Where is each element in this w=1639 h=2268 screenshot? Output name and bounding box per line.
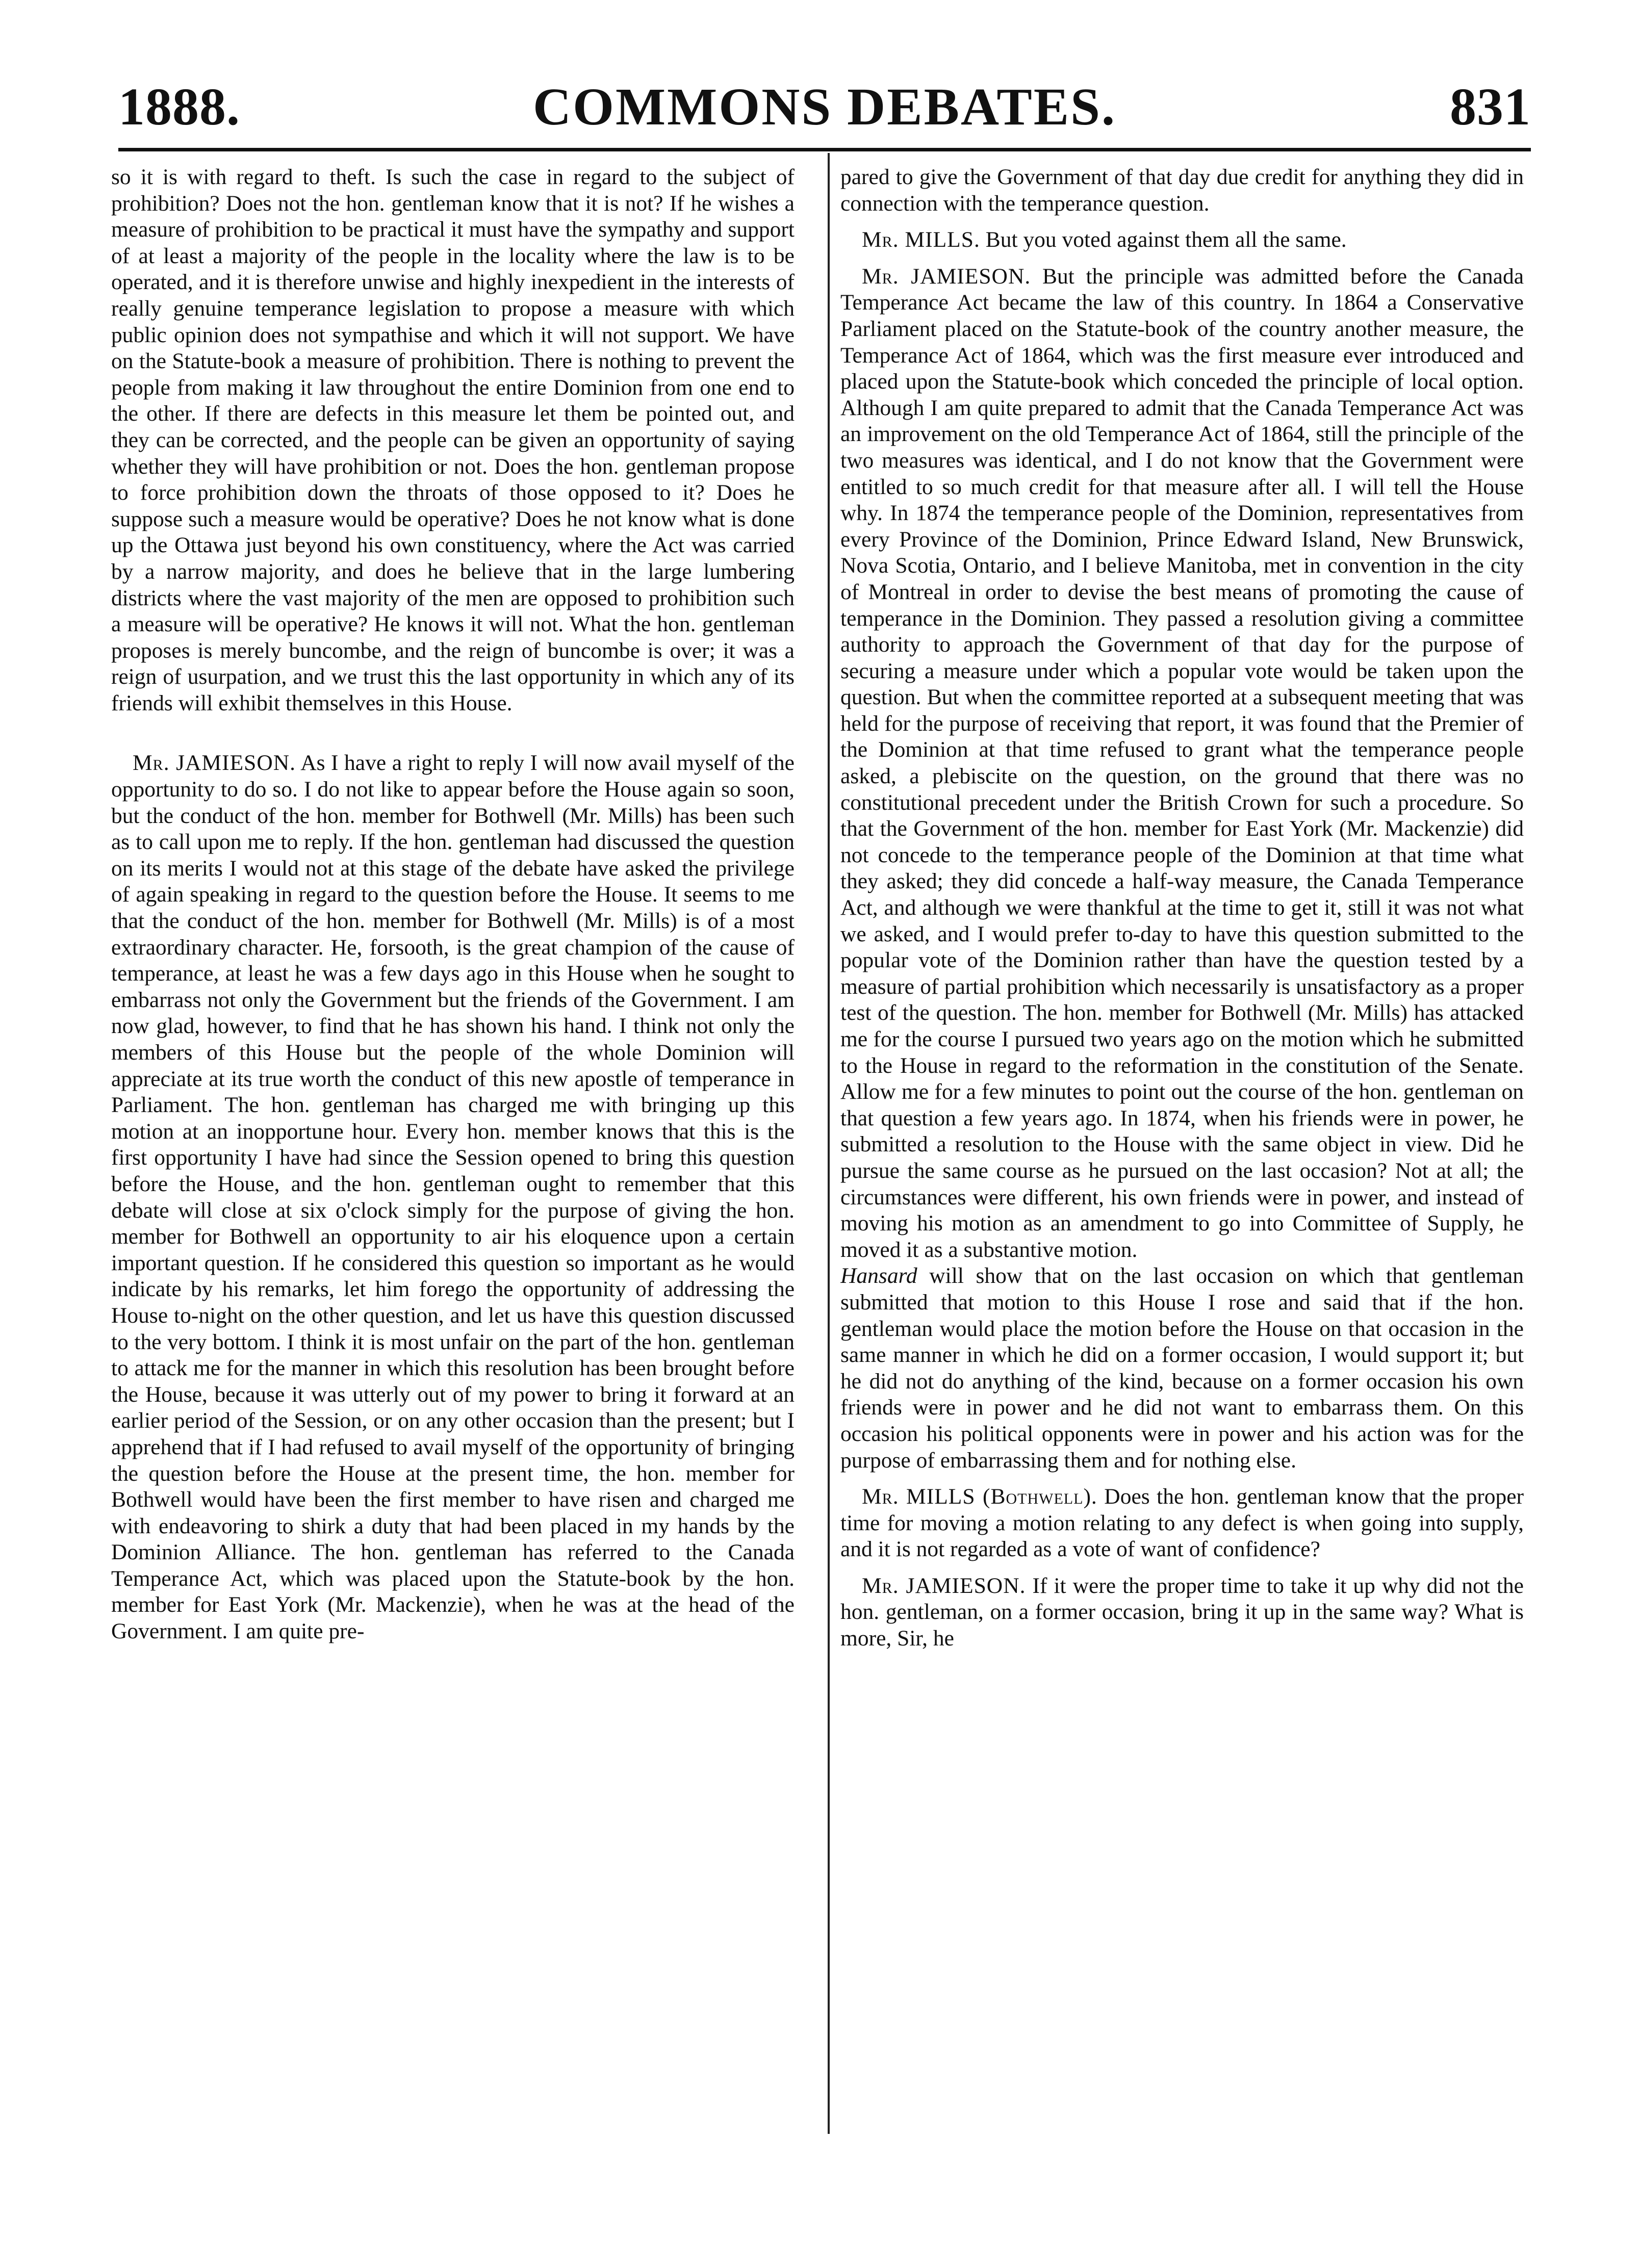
header-rule bbox=[118, 148, 1531, 151]
header-page-number: 831 bbox=[1450, 78, 1531, 136]
speech-paragraph bbox=[840, 1484, 1524, 1563]
speech-text: But you voted against them all the same. bbox=[985, 227, 1347, 252]
speaker-name: Mr. JAMIESON. bbox=[862, 1573, 1026, 1598]
hansard-reference: Hansard bbox=[840, 1264, 917, 1288]
speech-paragraph bbox=[840, 264, 1524, 1264]
speech-paragraph bbox=[111, 750, 795, 1644]
header-title: COMMONS DEBATES. bbox=[533, 78, 1116, 136]
speaker-name: Mr. JAMIESON. bbox=[133, 751, 296, 776]
paragraph bbox=[840, 1263, 1524, 1474]
right-column bbox=[840, 164, 1524, 2143]
column-divider bbox=[828, 153, 830, 2134]
left-column bbox=[111, 164, 795, 2143]
paragraph bbox=[111, 164, 795, 716]
speech-paragraph bbox=[840, 1573, 1524, 1652]
paragraph-text: pared to give the Government of that day due credit for anything they did in connection with the temperance question. bbox=[840, 165, 1524, 216]
speaker-name: Mr. JAMIESON. bbox=[862, 264, 1031, 289]
paragraph-text: so it is with regard to theft. Is such the case in regard to the subject of prohibition? Does not the hon. gentleman know that it is not? If he wishes a measure of prohibition to be practical it must have the sympathy and support of at least a majority of the people in the locality where the law is to be operated, and it is therefore unwise and highly inexpedient in the interests of really genuine temperance legislation to propose a measure with which public opinion does not sympathise and which it will not support. We have on the Statute-book a measure of prohibition. There is nothing to prevent the people from making it law throughout the entire Dominion from one end to the other. If there are defects in this measure let them be pointed out, and they can be corrected, and the people can be given an opportunity of saying whether they will have prohibition or not. Does the hon. gentleman propose to force prohibition down the throats of those opposed to it? Does he suppose such a measure would be operative? Does he not know what is done up the Ottawa just beyond his own constituency, where the Act was carried by a narrow majority, and does he believe that in the large lumbering districts where the vast majority of the men are opposed to prohibition such a measure will be operative? He knows it will not. What the hon. gentleman proposes is merely buncombe, and the reign of buncombe is over; it was a reign of usurpation, and we trust this the last opportunity in which any of its friends will exhibit themselves in this House. bbox=[111, 165, 795, 715]
speech-paragraph bbox=[840, 227, 1524, 253]
page-header bbox=[118, 76, 1531, 138]
speech-text: As I have a right to reply I will now avail myself of the opportunity to do so. I do not like to appear before the House again so soon, but the conduct of the hon. member for Bothwell (Mr. Mills) has been such as to call upon me to reply. If the hon. gentleman had discussed the question on its merits I would not at this stage of the debate have asked the privilege of again speaking in regard to the question before the House. It seems to me that the conduct of the hon. member for Bothwell (Mr. Mills) is of a most extraordinary character. He, forsooth, is the great champion of the cause of temperance, at least he was a few days ago in this House when he sought to embarrass not only the Government but the friends of the Government. I am now glad, however, to find that he has shown his hand. I think not only the members of this House but the people of the whole Dominion will appreciate at its true worth the conduct of this new apostle of temperance in Parliament. The hon. gentleman has charged me with bringing up this motion at an inopportune hour. Every hon. member knows that this is the first opportunity I have had since the Session opened to bring this question before the House, and the hon. gentleman ought to remember that this debate will close at six o'clock simply for the purpose of giving the hon. member for Bothwell an opportunity to air his eloquence upon a certain important question. If he considered this question so important as he would indicate by his remarks, let him forego the opportunity of addressing the House to-night on the other question, and let us have this question discussed to the very bottom. I think it is most unfair on the part of the hon. gentleman to attack me for the manner in which this resolution has been brought before the House, because it was utterly out of my power to bring it forward at an earlier period of the Session, or on any other occasion than the present; but I apprehend that if I had refused to avail myself of the opportunity of bringing the question before the House at the present time, the hon. member for Bothwell would have been the first member to have risen and charged me with endeavoring to shirk a duty that had been placed in my hands by the Dominion Alliance. The hon. gentleman has referred to the Canada Temperance Act, which was placed upon the Statute-book by the hon. member for East York (Mr. Mackenzie), when he was at the head of the Government. I am quite pre- bbox=[111, 751, 795, 1644]
speech-text: If it were the proper time to take it up why did not the hon. gentleman, on a former occasion, bring it up in the same way? What is more, Sir, he bbox=[840, 1573, 1524, 1651]
paragraph bbox=[840, 164, 1524, 217]
speech-text: Does the hon. gentleman know that the proper time for moving a motion relating to any defect is when going into supply, and it is not regarded as a vote of want of confidence? bbox=[840, 1484, 1524, 1562]
speaker-name: Mr. MILLS. bbox=[862, 227, 980, 252]
paragraph-text: will show that on the last occasion on which that gentleman submitted that motion to this House I rose and said that if the hon. gentleman would place the motion before the House on that occasion in the same manner in which he did on a former occasion, I would support it; but he did not do anything of the kind, because on a former occasion his own friends were in power and he did not want to embarrass them. On this occasion his political opponents were in power and his action was for the purpose of embarrassing them and for nothing else. bbox=[840, 1264, 1524, 1473]
speech-text: But the principle was admitted before the Canada Temperance Act became the law of this country. In 1864 a Conservative Parliament placed on the Statute-book of the country another measure, the Temperance Act of 1864, which was the first measure ever introduced and placed upon the Statute-book which conceded the principle of local option. Although I am quite prepared to admit that the Canada Temperance Act was an improvement on the old Temperance Act of 1864, still the principle of the two measures was identical, and I do not know that the Government were entitled to so much credit for that measure after all. I will tell the House why. In 1874 the temperance people of the Dominion, representatives from every Province of the Dominion, Prince Edward Island, New Brunswick, Nova Scotia, Ontario, and I believe Manitoba, met in convention in the city of Montreal in order to devise the best means of promoting the cause of temperance in the Dominion. They passed a resolution giving a committee authority to approach the Government of that day for the purpose of securing a measure under which a popular vote would be taken upon the question. But when the committee reported at a subsequent meeting that was held for the purpose of receiving that report, it was found that the Premier of the Dominion at that time refused to grant what the temperance people asked, a plebiscite on the question, on the ground that there was no constitutional precedent under the British Crown for such a procedure. So that the Government of the hon. member for East York (Mr. Mackenzie) did not concede to the temperance people of the Dominion at that time what they asked; they did concede a half-way measure, the Canada Temperance Act, and although we were thankful at the time to get it, still it was not what we asked, and I would prefer to-day to have this question submitted to the popular vote of the Dominion rather than have the question tested by a measure of partial prohibition which necessarily is unsatisfactory as a proper test of the question. The hon. member for Bothwell (Mr. Mills) has attacked me for the course I pursued two years ago on the motion which he submitted to the House in regard to the reformation in the constitution of the Senate. Allow me for a few minutes to point out the course of the hon. gentleman on that question a few years ago. In 1874, when his friends were in power, he submitted a resolution to the House with the same object in view. Did he pursue the same course as he pursued on the last occasion? Not at all; the circumstances were different, his own friends were in power, and instead of moving his motion as an amendment to go into Committee of Supply, he moved it as a substantive motion. bbox=[840, 264, 1524, 1262]
speaker-name: Mr. MILLS (Bothwell). bbox=[862, 1484, 1097, 1509]
header-year: 1888. bbox=[118, 78, 240, 136]
